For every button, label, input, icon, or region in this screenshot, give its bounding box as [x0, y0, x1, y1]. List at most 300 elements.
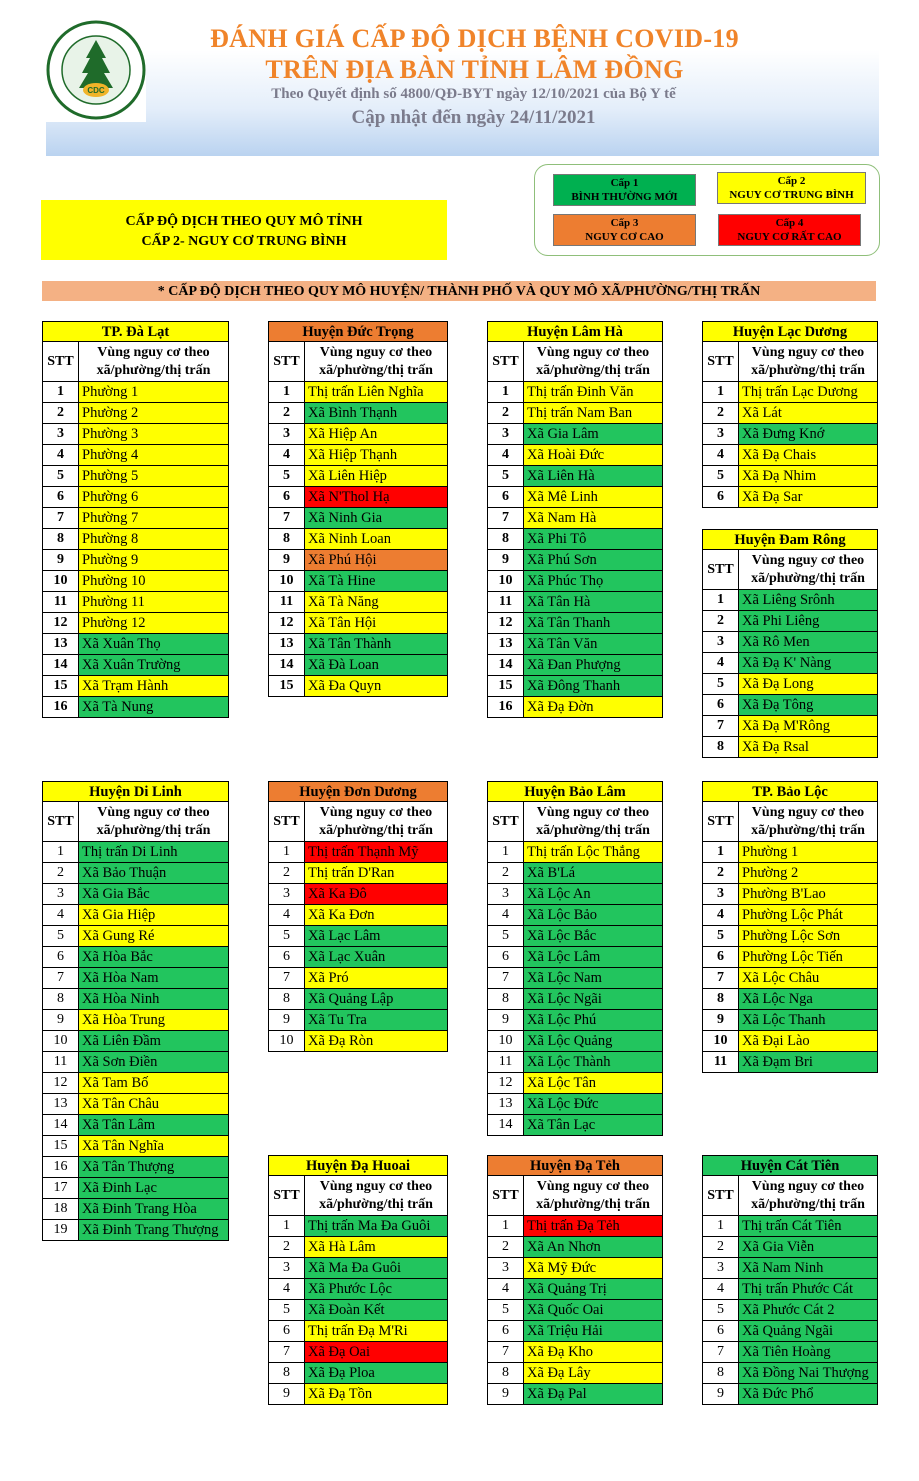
row-number: 4: [703, 653, 739, 673]
commune-name: Phường 4: [79, 445, 228, 465]
row-number: 19: [43, 1220, 79, 1240]
commune-name: Xã Đà Loan: [305, 655, 447, 675]
row-number: 5: [43, 926, 79, 946]
commune-name: Xã Tân Thanh: [524, 613, 662, 633]
commune-name: Thị trấn Nam Ban: [524, 403, 662, 423]
area-header-line-1: Vùng nguy cơ theo: [751, 1179, 865, 1194]
area-header-line-1: Vùng nguy cơ theo: [97, 345, 210, 360]
table-row: [268, 382, 448, 403]
stt-header: STT: [703, 342, 739, 381]
commune-name: Xã Đinh Lạc: [79, 1178, 228, 1198]
table-row: [702, 1052, 878, 1073]
commune-name: Xã Tu Tra: [305, 1010, 447, 1030]
district-section-banner: * CẤP ĐỘ DỊCH THEO QUY MÔ HUYỆN/ THÀNH PHỐ VÀ QUY MÔ XÃ/PHƯỜNG/THỊ TRẤN: [42, 281, 876, 301]
commune-name: Xã Ninh Gia: [305, 508, 447, 528]
commune-name: Xã Tân Thượng: [79, 1157, 228, 1177]
table-row: [268, 905, 448, 926]
commune-name: Xã Đạ Oai: [305, 1342, 447, 1362]
table-row: [268, 613, 448, 634]
row-number: 9: [703, 1384, 739, 1404]
table-row: [268, 655, 448, 676]
table-row: [487, 1237, 663, 1258]
commune-name: Xã Tân Hà: [524, 592, 662, 612]
area-header-line-1: Vùng nguy cơ theo: [536, 805, 650, 820]
district-title: Huyện Đam Rông: [702, 529, 878, 550]
area-header-line-2: xã/phường/thị trấn: [536, 1197, 650, 1212]
commune-name: Xã Đan Phượng: [524, 655, 662, 675]
area-header: [739, 1176, 877, 1215]
province-level: CẤP 2- NGUY CƠ TRUNG BÌNH: [141, 234, 347, 249]
table-row: [702, 674, 878, 695]
table-row: [487, 382, 663, 403]
table-row: [268, 1384, 448, 1405]
table-row: [702, 884, 878, 905]
row-number: 2: [703, 1237, 739, 1257]
table-row: [268, 1363, 448, 1384]
table-row: [42, 571, 229, 592]
commune-name: Xã Mê Linh: [524, 487, 662, 507]
commune-name: Xã Đưng Knớ: [739, 424, 877, 444]
table-row: [487, 529, 663, 550]
row-number: 9: [269, 1384, 305, 1404]
row-number: 8: [43, 529, 79, 549]
stt-header: STT: [269, 342, 305, 381]
table-row: [268, 424, 448, 445]
row-number: 12: [269, 613, 305, 633]
row-number: 13: [43, 634, 79, 654]
row-number: 3: [269, 884, 305, 904]
commune-name: Xã Đạ Pal: [524, 1384, 662, 1404]
row-number: 2: [703, 403, 739, 423]
commune-name: Xã Nam Hà: [524, 508, 662, 528]
table-row: [268, 1216, 448, 1237]
row-number: 2: [43, 863, 79, 883]
commune-name: Xã Xuân Trường: [79, 655, 228, 675]
row-number: 10: [488, 1031, 524, 1051]
row-number: 8: [269, 1363, 305, 1383]
table-row: [702, 926, 878, 947]
commune-name: Xã Đông Thanh: [524, 676, 662, 696]
district-table: [702, 321, 878, 508]
commune-name: Xã Đạ Long: [739, 674, 877, 694]
table-row: [702, 947, 878, 968]
table-row: [42, 1094, 229, 1115]
commune-name: Xã Lát: [739, 403, 877, 423]
row-number: 7: [269, 968, 305, 988]
row-number: 7: [269, 508, 305, 528]
area-header: [79, 342, 228, 381]
table-row: [487, 905, 663, 926]
row-number: 8: [269, 989, 305, 1009]
row-number: 3: [269, 1258, 305, 1278]
table-row: [487, 863, 663, 884]
commune-name: Xã Đạm Bri: [739, 1052, 877, 1072]
commune-name: Xã Gia Viễn: [739, 1237, 877, 1257]
table-row: [42, 424, 229, 445]
table-row: [702, 632, 878, 653]
commune-name: Phường 2: [739, 863, 877, 883]
stt-header: STT: [43, 802, 79, 841]
table-row: [42, 613, 229, 634]
commune-name: Xã Gung Ré: [79, 926, 228, 946]
area-header: [305, 342, 447, 381]
commune-name: Xã Đạ Rsal: [739, 737, 877, 757]
table-row: [268, 487, 448, 508]
table-row: [268, 1010, 448, 1031]
area-header-line-1: Vùng nguy cơ theo: [536, 1179, 650, 1194]
row-number: 4: [703, 445, 739, 465]
district-table: [702, 1155, 878, 1405]
table-row: [42, 1178, 229, 1199]
legend-level-4: [718, 214, 861, 246]
row-number: 7: [703, 968, 739, 988]
area-header-line-2: xã/phường/thị trấn: [319, 363, 433, 378]
area-header-line-1: Vùng nguy cơ theo: [97, 805, 210, 820]
row-number: 4: [43, 445, 79, 465]
commune-name: Xã Trạm Hành: [79, 676, 228, 696]
row-number: 15: [488, 676, 524, 696]
row-number: 8: [43, 989, 79, 1009]
table-row: [702, 466, 878, 487]
row-number: 7: [488, 968, 524, 988]
commune-name: Phường Lộc Sơn: [739, 926, 877, 946]
area-header-line-2: xã/phường/thị trấn: [751, 571, 865, 586]
row-number: 6: [703, 487, 739, 507]
commune-name: Xã Hiệp An: [305, 424, 447, 444]
commune-name: Xã Liên Hiệp: [305, 466, 447, 486]
commune-name: Xã Đạ Kho: [524, 1342, 662, 1362]
commune-name: Xã Đạ K' Nàng: [739, 653, 877, 673]
row-number: 6: [43, 487, 79, 507]
stt-header: STT: [269, 802, 305, 841]
commune-name: Xã Tiên Hoàng: [739, 1342, 877, 1362]
area-header-line-1: Vùng nguy cơ theo: [319, 1179, 433, 1194]
commune-name: Xã Đạ Tông: [739, 695, 877, 715]
area-header-line-2: xã/phường/thị trấn: [751, 823, 865, 838]
commune-name: Xã Đinh Trang Thượng: [79, 1220, 228, 1240]
row-number: 3: [703, 424, 739, 444]
row-number: 1: [488, 1216, 524, 1236]
district-table: [42, 321, 229, 718]
table-row: [487, 1258, 663, 1279]
commune-name: Xã Đức Phổ: [739, 1384, 877, 1404]
table-row: [487, 592, 663, 613]
row-number: 9: [43, 1010, 79, 1030]
row-number: 1: [703, 382, 739, 402]
commune-name: Phường 7: [79, 508, 228, 528]
area-header: [739, 802, 877, 841]
table-row: [268, 1342, 448, 1363]
commune-name: Xã Hòa Ninh: [79, 989, 228, 1009]
district-title: Huyện Đạ Tẻh: [487, 1155, 663, 1176]
area-header-line-1: Vùng nguy cơ theo: [751, 345, 865, 360]
table-row: [487, 842, 663, 863]
row-number: 18: [43, 1199, 79, 1219]
district-table: [487, 1155, 663, 1405]
commune-name: Xã Đạ M'Rông: [739, 716, 877, 736]
table-row: [702, 737, 878, 758]
area-header-line-2: xã/phường/thị trấn: [751, 1197, 865, 1212]
district-table: [487, 321, 663, 718]
area-header-line-1: Vùng nguy cơ theo: [536, 345, 650, 360]
commune-name: Xã Lộc Châu: [739, 968, 877, 988]
district-title: Huyện Cát Tiên: [702, 1155, 878, 1176]
commune-name: Xã Quảng Ngãi: [739, 1321, 877, 1341]
commune-name: Xã Lộc Lâm: [524, 947, 662, 967]
area-header-line-2: xã/phường/thị trấn: [319, 823, 433, 838]
table-row: [268, 592, 448, 613]
area-header-line-1: Vùng nguy cơ theo: [751, 805, 865, 820]
table-row: [702, 445, 878, 466]
stt-header: STT: [43, 342, 79, 381]
table-row: [702, 905, 878, 926]
row-number: 1: [488, 382, 524, 402]
commune-name: Xã Đạ Tồn: [305, 1384, 447, 1404]
row-number: 7: [269, 1342, 305, 1362]
commune-name: Xã Quảng Trị: [524, 1279, 662, 1299]
commune-name: Thị trấn Đinh Văn: [524, 382, 662, 402]
column-header: [487, 802, 663, 842]
table-row: [702, 695, 878, 716]
row-number: 12: [43, 1073, 79, 1093]
area-header-line-2: xã/phường/thị trấn: [96, 363, 211, 378]
area-header: [305, 802, 447, 841]
table-row: [42, 863, 229, 884]
commune-name: Xã Lộc Quảng: [524, 1031, 662, 1051]
district-title: Huyện Lạc Dương: [702, 321, 878, 342]
row-number: 3: [269, 424, 305, 444]
commune-name: Xã Bình Thạnh: [305, 403, 447, 423]
table-row: [42, 1115, 229, 1136]
row-number: 1: [703, 842, 739, 862]
table-row: [487, 926, 663, 947]
row-number: 3: [43, 424, 79, 444]
row-number: 5: [703, 926, 739, 946]
row-number: 8: [703, 737, 739, 757]
commune-name: Phường 9: [79, 550, 228, 570]
commune-name: Thị trấn D'Ran: [305, 863, 447, 883]
table-row: [42, 676, 229, 697]
commune-name: Xã Tân Lâm: [79, 1115, 228, 1135]
row-number: 6: [43, 947, 79, 967]
commune-name: Phường 1: [79, 382, 228, 402]
row-number: 4: [269, 445, 305, 465]
row-number: 2: [269, 1237, 305, 1257]
table-row: [487, 1115, 663, 1136]
column-header: [702, 802, 878, 842]
table-row: [702, 487, 878, 508]
row-number: 10: [269, 1031, 305, 1051]
commune-name: Xã Tân Châu: [79, 1094, 228, 1114]
row-number: 6: [703, 1321, 739, 1341]
table-row: [487, 947, 663, 968]
row-number: 15: [43, 1136, 79, 1156]
commune-name: Xã Liên Đầm: [79, 1031, 228, 1051]
row-number: 1: [269, 382, 305, 402]
commune-name: Xã Đạ Đờn: [524, 697, 662, 717]
row-number: 1: [269, 1216, 305, 1236]
commune-name: Xã Lộc Bảo: [524, 905, 662, 925]
table-row: [702, 424, 878, 445]
commune-name: Phường 6: [79, 487, 228, 507]
table-row: [268, 926, 448, 947]
table-row: [702, 989, 878, 1010]
commune-name: Xã Hiệp Thạnh: [305, 445, 447, 465]
table-row: [702, 1279, 878, 1300]
legend-level-1-label: BÌNH THƯỜNG MỚI: [571, 191, 678, 203]
table-row: [702, 1363, 878, 1384]
table-row: [42, 1220, 229, 1241]
row-number: 7: [703, 1342, 739, 1362]
table-row: [42, 445, 229, 466]
row-number: 2: [488, 1237, 524, 1257]
commune-name: Xã Gia Lâm: [524, 424, 662, 444]
row-number: 13: [43, 1094, 79, 1114]
table-row: [702, 968, 878, 989]
commune-name: Xã Ka Đơn: [305, 905, 447, 925]
row-number: 14: [43, 1115, 79, 1135]
table-row: [268, 676, 448, 697]
commune-name: Thị trấn Cát Tiên: [739, 1216, 877, 1236]
table-row: [702, 403, 878, 424]
table-row: [487, 424, 663, 445]
row-number: 15: [43, 676, 79, 696]
commune-name: Phường B'Lao: [739, 884, 877, 904]
commune-name: Xã Lạc Lâm: [305, 926, 447, 946]
row-number: 14: [43, 655, 79, 675]
table-row: [702, 1216, 878, 1237]
commune-name: Xã Ka Đô: [305, 884, 447, 904]
table-row: [702, 382, 878, 403]
commune-name: Xã Lộc Bắc: [524, 926, 662, 946]
table-row: [702, 842, 878, 863]
area-header: [739, 550, 877, 589]
row-number: 8: [488, 1363, 524, 1383]
commune-name: Xã Phước Lộc: [305, 1279, 447, 1299]
commune-name: Xã Lạc Xuân: [305, 947, 447, 967]
commune-name: Xã An Nhơn: [524, 1237, 662, 1257]
commune-name: Xã Đạ Sar: [739, 487, 877, 507]
table-row: [42, 592, 229, 613]
legend-level-2-label: NGUY CƠ TRUNG BÌNH: [729, 189, 854, 201]
commune-name: Thị trấn Lộc Thắng: [524, 842, 662, 862]
row-number: 9: [488, 1384, 524, 1404]
legend-level-3-label: NGUY CƠ CAO: [585, 231, 664, 243]
commune-name: Phường 12: [79, 613, 228, 633]
row-number: 7: [703, 716, 739, 736]
table-row: [702, 1237, 878, 1258]
table-row: [487, 989, 663, 1010]
commune-name: Xã Đạ Lây: [524, 1363, 662, 1383]
row-number: 11: [488, 1052, 524, 1072]
row-number: 6: [269, 1321, 305, 1341]
table-row: [268, 1258, 448, 1279]
commune-name: Thị trấn Đạ M'Ri: [305, 1321, 447, 1341]
commune-name: Thị trấn Lạc Dương: [739, 382, 877, 402]
district-table: [42, 781, 229, 1241]
row-number: 10: [269, 571, 305, 591]
row-number: 6: [488, 947, 524, 967]
district-title: Huyện Bảo Lâm: [487, 781, 663, 802]
table-row: [268, 529, 448, 550]
table-row: [487, 1052, 663, 1073]
table-row: [268, 989, 448, 1010]
table-row: [487, 403, 663, 424]
legend-level-4-label: NGUY CƠ RẤT CAO: [737, 231, 842, 243]
table-row: [42, 842, 229, 863]
table-row: [487, 884, 663, 905]
row-number: 2: [488, 863, 524, 883]
commune-name: Thị trấn Thạnh Mỹ: [305, 842, 447, 862]
district-title: Huyện Đức Trọng: [268, 321, 448, 342]
commune-name: Xã Tân Nghĩa: [79, 1136, 228, 1156]
commune-name: Xã Bảo Thuận: [79, 863, 228, 883]
commune-name: Thị trấn Ma Đa Guôi: [305, 1216, 447, 1236]
commune-name: Xã Hòa Nam: [79, 968, 228, 988]
commune-name: Xã Triệu Hải: [524, 1321, 662, 1341]
row-number: 8: [269, 529, 305, 549]
row-number: 16: [43, 697, 79, 717]
table-row: [702, 590, 878, 611]
area-header: [739, 342, 877, 381]
row-number: 8: [703, 1363, 739, 1383]
row-number: 4: [703, 905, 739, 925]
row-number: 1: [703, 1216, 739, 1236]
table-row: [42, 697, 229, 718]
title-line-2: TRÊN ĐỊA BÀN TỈNH LÂM ĐỒNG: [265, 55, 684, 84]
row-number: 11: [703, 1052, 739, 1072]
district-title: Huyện Lâm Hà: [487, 321, 663, 342]
table-row: [702, 653, 878, 674]
row-number: 11: [43, 592, 79, 612]
commune-name: Xã Quảng Lập: [305, 989, 447, 1009]
table-row: [487, 571, 663, 592]
table-row: [702, 863, 878, 884]
commune-name: Xã Phúc Thọ: [524, 571, 662, 591]
table-row: [268, 466, 448, 487]
table-row: [487, 1010, 663, 1031]
stt-header: STT: [269, 1176, 305, 1215]
row-number: 14: [488, 655, 524, 675]
area-header-line-1: Vùng nguy cơ theo: [319, 345, 433, 360]
row-number: 2: [269, 863, 305, 883]
row-number: 4: [488, 445, 524, 465]
row-number: 4: [488, 905, 524, 925]
table-row: [42, 466, 229, 487]
table-row: [487, 1363, 663, 1384]
row-number: 9: [703, 1010, 739, 1030]
commune-name: Xã Sơn Điền: [79, 1052, 228, 1072]
commune-name: Xã Rô Men: [739, 632, 877, 652]
commune-name: Xã Hòa Bắc: [79, 947, 228, 967]
commune-name: Xã Tà Nung: [79, 697, 228, 717]
row-number: 6: [488, 1321, 524, 1341]
table-row: [702, 1384, 878, 1405]
row-number: 10: [703, 1031, 739, 1051]
row-number: 3: [488, 1258, 524, 1278]
commune-name: Xã Lộc An: [524, 884, 662, 904]
area-header: [524, 802, 662, 841]
commune-name: Phường 8: [79, 529, 228, 549]
row-number: 16: [488, 697, 524, 717]
row-number: 2: [269, 403, 305, 423]
table-row: [702, 1010, 878, 1031]
table-row: [702, 1342, 878, 1363]
table-row: [42, 655, 229, 676]
table-row: [487, 697, 663, 718]
row-number: 5: [703, 1300, 739, 1320]
row-number: 6: [269, 947, 305, 967]
